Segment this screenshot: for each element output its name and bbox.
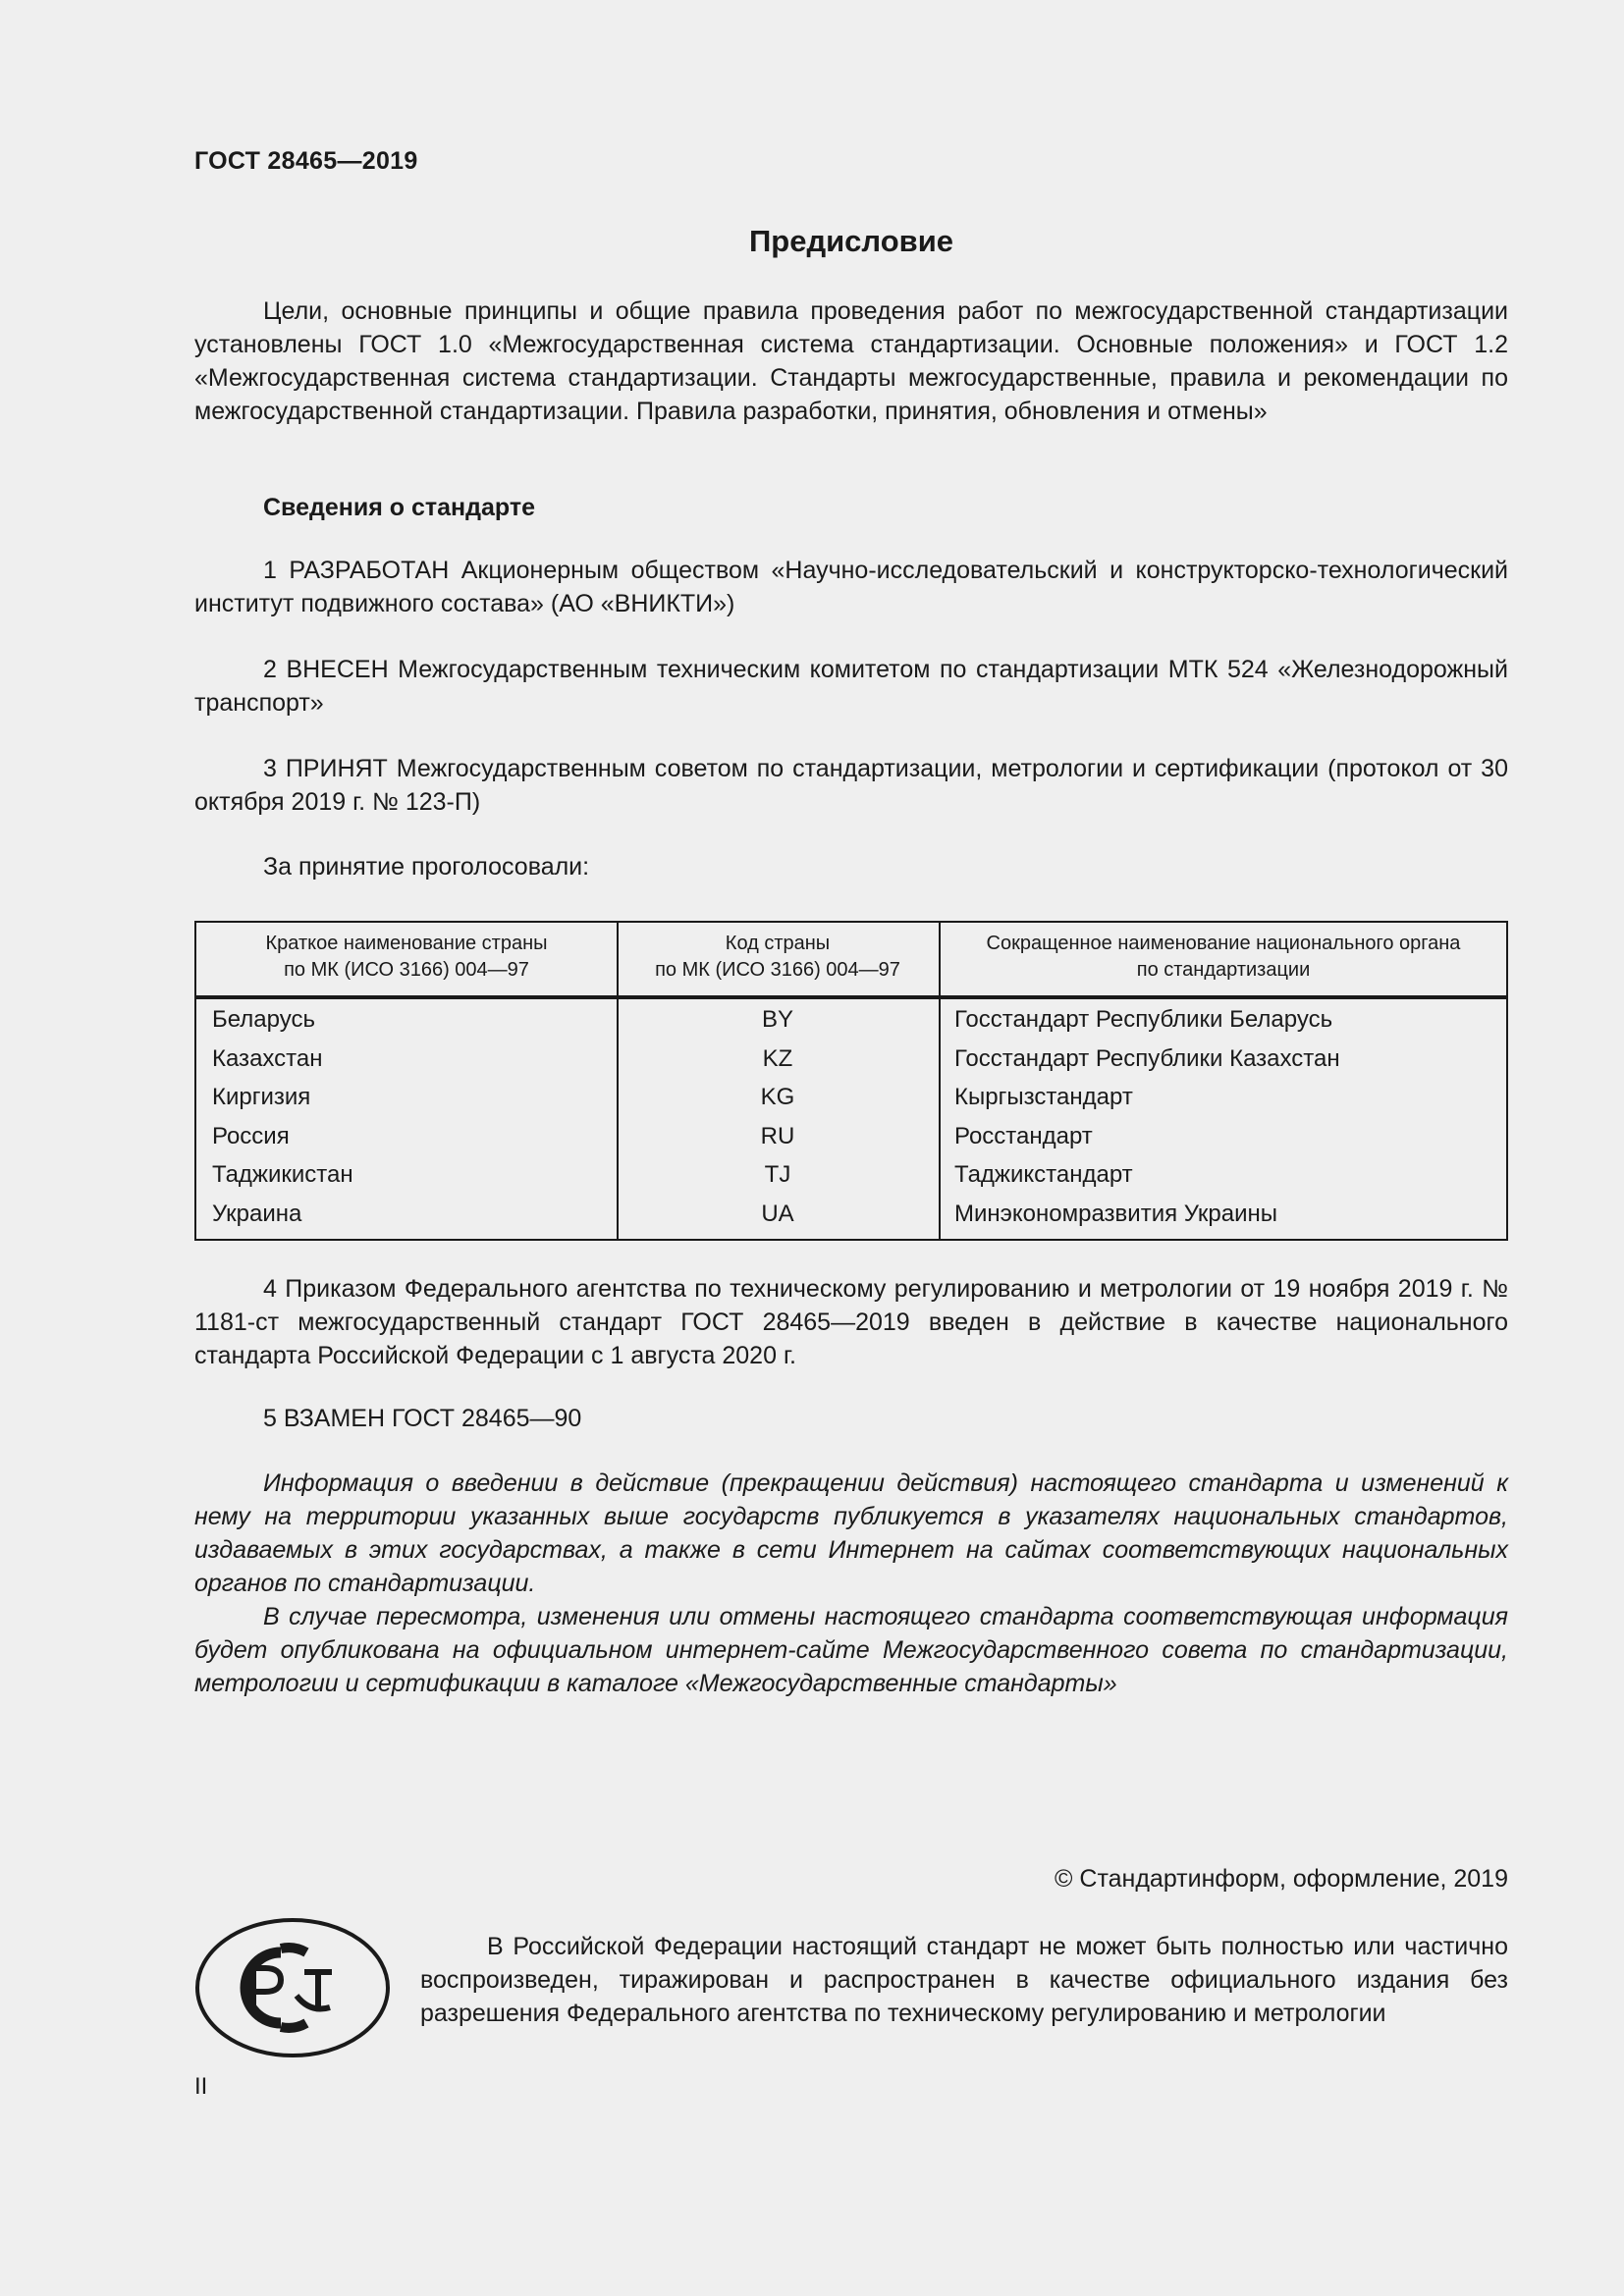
country-name: Киргизия [212, 1084, 311, 1110]
table-row [196, 1155, 1506, 1195]
table-row [196, 1117, 1506, 1156]
table-row [196, 1078, 1506, 1117]
national-body: Кыргызстандарт [954, 1084, 1133, 1110]
info-heading: Сведения о стандарте [263, 494, 536, 521]
country-code: KG [760, 1084, 795, 1110]
header-line: по стандартизации [1136, 959, 1311, 981]
info-note-2: В случае пересмотра, изменения или отмены настоящего стандарта соответствующая информация будет опубликована на официальном интернет-сайте Межгосударственного совета по стандартизации, метрологии и сертификации в каталоге «Межгосударственные стандарты» [194, 1603, 1508, 1697]
country-name: Казахстан [212, 1044, 323, 1072]
header-line: Код страны [725, 933, 831, 954]
copyright-line: © Стандартинформ, оформление, 2019 [1055, 1865, 1508, 1893]
country-code: KZ [762, 1044, 793, 1072]
country-name: Таджикистан [212, 1161, 353, 1188]
country-name: Россия [212, 1122, 290, 1149]
item-developed: 1 РАЗРАБОТАН Акционерным обществом «Научно-исследовательский и конструкторско-технологический институт подвижного состава» (АО «ВНИКТИ») [194, 557, 1508, 617]
country-code: RU [760, 1122, 795, 1149]
country-name: Украина [212, 1200, 302, 1227]
country-name: Беларусь [212, 1006, 315, 1033]
header-country-name [196, 931, 617, 984]
header-country-code [617, 931, 939, 984]
table-row [196, 1195, 1506, 1234]
page-number: II [194, 2073, 208, 2100]
country-code: UA [761, 1200, 794, 1227]
vote-intro: За принятие проголосовали: [263, 853, 590, 881]
info-note-1: Информация о введении в действие (прекращении действия) настоящего стандарта и изменений к нему на территории указанных выше государств публикуется в указателях национальных стандартов, издаваемых в этих государствах, а также в сети Интернет на сайтах соответствующих национальных органов по стандартизации. [194, 1469, 1508, 1597]
header-line: Краткое наименование страны [265, 933, 548, 954]
gost-r-conformity-mark-icon [194, 1917, 391, 2059]
national-body: Госстандарт Республики Беларусь [954, 1006, 1333, 1033]
country-code: BY [761, 1006, 793, 1033]
header-line: Сокращенное наименование национального органа [986, 933, 1461, 954]
intro-paragraph: Цели, основные принципы и общие правила проведения работ по межгосударственной стандартизации установлены ГОСТ 1.0 «Межгосударственная система стандартизации. Основные положения» и ГОСТ 1.2 «Межгосударственная система стандартизации. Стандарты межгосударственные, правила и рекомендации по межгосударственной стандартизации. Правила разработки, принятия, обновления и отмены» [194, 297, 1508, 425]
item-replaces: 5 ВЗАМЕН ГОСТ 28465—90 [263, 1405, 582, 1432]
table-row [196, 1040, 1506, 1079]
table-row [196, 1000, 1506, 1040]
header-national-body [939, 931, 1508, 984]
national-body: Росстандарт [954, 1122, 1093, 1149]
national-body: Госстандарт Республики Казахстан [954, 1044, 1340, 1072]
national-body: Минэкономразвития Украины [954, 1200, 1278, 1227]
item-submitted: 2 ВНЕСЕН Межгосударственным техническим комитетом по стандартизации МТК 524 «Железнодорожный транспорт» [194, 656, 1508, 717]
national-body: Таджикстандарт [954, 1161, 1133, 1188]
item-enacted: 4 Приказом Федерального агентства по техническому регулированию и метрологии от 19 ноября 2019 г. № 1181-ст межгосударственный стандарт ГОСТ 28465—2019 введен в действие в качестве национального стандарта Российской Федерации с 1 августа 2020 г. [194, 1275, 1508, 1369]
header-divider [196, 995, 1506, 999]
page-title: Предисловие [748, 224, 953, 258]
item-adopted: 3 ПРИНЯТ Межгосударственным советом по стандартизации, метрологии и сертификации (протокол от 30 октября 2019 г. № 123-П) [194, 755, 1508, 816]
header-line: по МК (ИСО 3166) 004—97 [284, 959, 529, 981]
doc-code: ГОСТ 28465—2019 [194, 147, 418, 175]
voting-table [194, 921, 1508, 1241]
reproduction-notice: В Российской Федерации настоящий стандарт не может быть полностью или частично воспроизведен, тиражирован и распространен в качестве официального издания без разрешения Федерального агентства по техническому регулированию и метрологии [420, 1933, 1508, 2027]
header-line: по МК (ИСО 3166) 004—97 [655, 959, 900, 981]
country-code: TJ [764, 1161, 791, 1188]
